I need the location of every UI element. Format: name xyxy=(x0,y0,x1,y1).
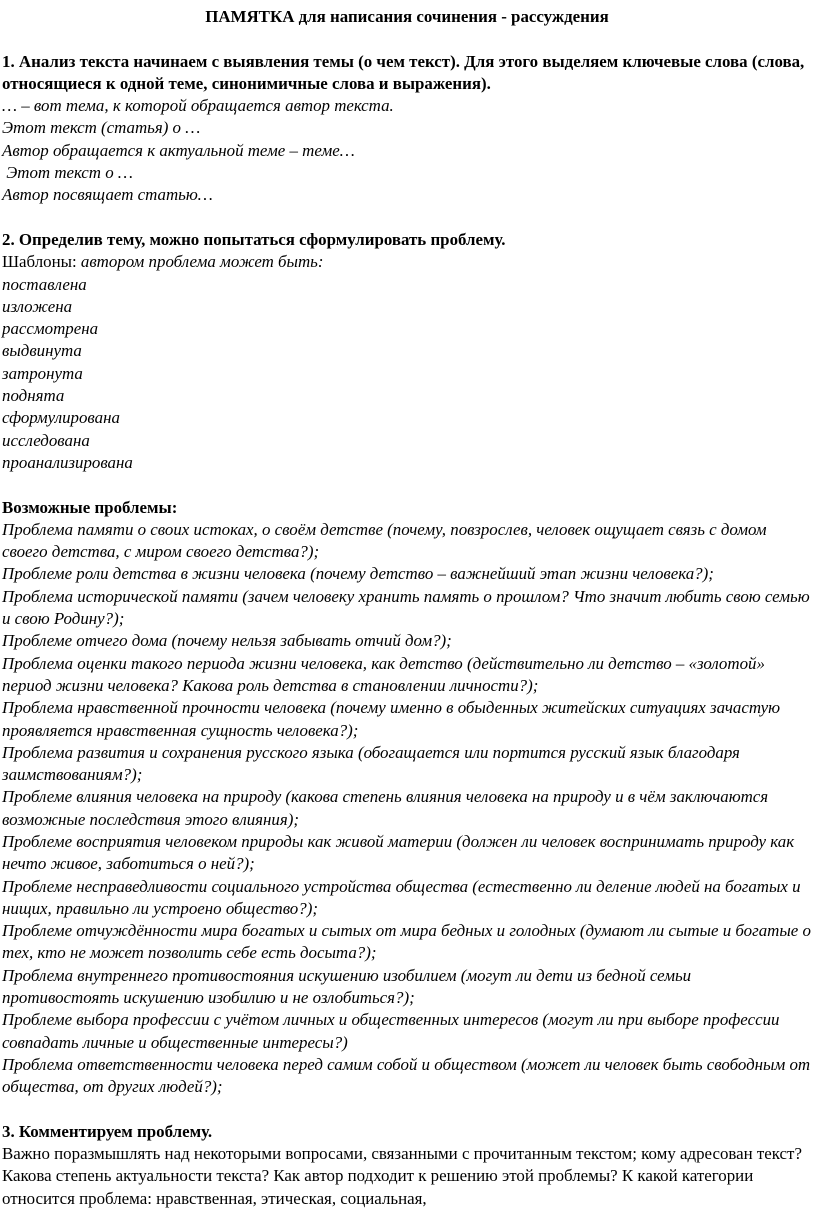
section3-text: Важно поразмышлять над некоторыми вопросами, связанными с прочитанным текстом; кому адресован текст? Какова степень актуальности текста? Как автор подходит к решению этой проблемы? К какой категории относится проблема: нравственная, этическая, социальная, xyxy=(2,1144,802,1208)
section3-heading: 3. Комментируем проблему. xyxy=(2,1121,213,1141)
spacer xyxy=(2,474,812,496)
verb-item: поставлена xyxy=(2,274,87,294)
theme-template-5: Автор посвящает статью… xyxy=(2,185,213,205)
verb-item: изложена xyxy=(2,296,73,316)
problems-heading: Возможные проблемы: xyxy=(2,497,178,517)
problem-item: Проблеме восприятия человеком природы как живой материи (должен ли человек воспринимать природу как нечто живое, заботиться о ней?); xyxy=(2,831,795,874)
templates-label: Шаблоны: xyxy=(2,252,81,272)
document-title: ПАМЯТКА для написания сочинения - рассуждения xyxy=(205,7,609,26)
problem-item: Проблема исторической памяти (зачем человеку хранить память о прошлом? Что значит любить свою семью и свою Родину?); xyxy=(2,586,810,629)
problem-item: Проблеме несправедливости социального устройства общества (естественно ли деление людей на богатых и нищих, правильно ли устроено общество?); xyxy=(2,876,801,918)
section2-heading: 2. Определив тему, можно попытаться сформулировать проблему. xyxy=(2,229,506,249)
theme-template-3: Автор обращается к актуальной теме – теме… xyxy=(2,140,355,160)
verb-item: проанализирована xyxy=(2,452,133,472)
problem-item: Проблеме роли детства в жизни человека (почему детство – важнейший этап жизни человека?); xyxy=(2,564,714,584)
templates-line xyxy=(2,251,812,273)
verb-item: рассмотрена xyxy=(2,319,99,339)
problem-item: Проблема памяти о своих истоках, о своём детстве (почему, повзрослев, человек ощущает связь с домом своего детства, с миром своего детства?); xyxy=(2,519,767,562)
theme-template-4: Этот текст о … xyxy=(2,163,133,183)
problem-item: Проблема нравственной прочности человека (почему именно в обыденных житейских ситуациях зачастую проявляется нравственная сущность человека?); xyxy=(2,698,781,740)
problem-item: Проблема оценки такого периода жизни человека, как детство (действительно ли детство – «золотой» период жизни человека? Какова роль детства в становлении личности?); xyxy=(2,653,765,695)
theme-template-1: … – вот тема, к которой обращается автор текста. xyxy=(2,96,394,116)
problem-item: Проблеме выбора профессии с учётом личных и общественных интересов (могут ли при выборе профессии совпадать личные и общественные интересы?) xyxy=(2,1010,780,1052)
theme-template-2: Этот текст (статья) о … xyxy=(2,118,201,138)
spacer xyxy=(2,207,812,229)
section1-heading: 1. Анализ текста начинаем с выявления темы (о чем текст). Для этого выделяем ключевые слова (слова, относящиеся к одной теме, синонимичные слова и выражения). xyxy=(2,51,805,93)
problem-item: Проблеме влияния человека на природу (какова степень влияния человека на природу и в чём заключаются возможные последствия этого влияния); xyxy=(2,787,769,829)
templates-intro: автором проблема может быть: xyxy=(80,252,324,272)
verb-item: сформулирована xyxy=(2,408,120,428)
verb-item: затронута xyxy=(2,363,83,383)
problem-item: Проблеме отчуждённости мира богатых и сытых от мира бедных и голодных (думают ли сытые и богатые о тех, кто не может позволить себе есть досыта?); xyxy=(2,921,811,963)
problem-item: Проблема ответственности человека перед самим собой и обществом (может ли человек быть свободным от общества, от других людей?); xyxy=(2,1054,811,1097)
document-page xyxy=(0,6,812,1210)
problem-item: Проблема развития и сохранения русского языка (обогащается или портится русский язык благодаря заимствованиям?); xyxy=(2,742,740,785)
spacer xyxy=(2,28,812,50)
verb-item: выдвинута xyxy=(2,341,82,361)
verb-item: поднята xyxy=(2,386,65,406)
problem-item: Проблеме отчего дома (почему нельзя забывать отчий дом?); xyxy=(2,631,452,651)
problem-item: Проблема внутреннего противостояния искушению изобилием (могут ли дети из бедной семьи противостоять искушению изобилию и не озлобиться?); xyxy=(2,965,692,1008)
verb-item: исследована xyxy=(2,430,90,450)
spacer xyxy=(2,1099,812,1121)
